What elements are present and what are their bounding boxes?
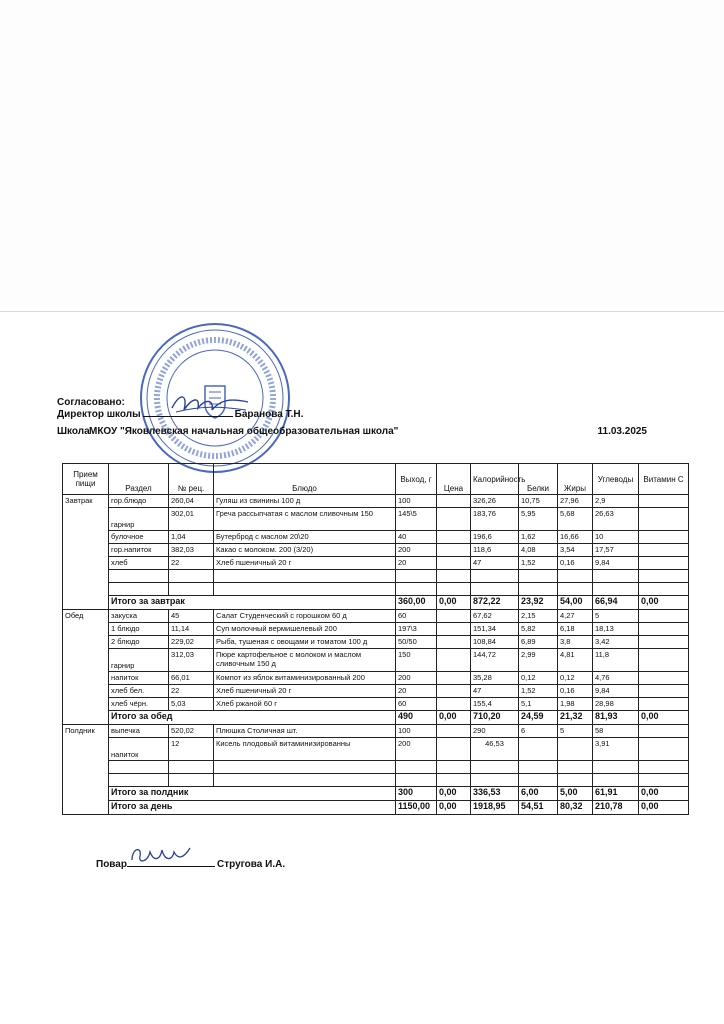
approval-heading: Согласовано: xyxy=(57,397,125,408)
dish-cell: Рыба, тушеная с овощами и томатом 100 д xyxy=(214,636,396,649)
carbs-cell: 5 xyxy=(593,610,639,623)
dish-cell: Какао с молоком. 200 (3/20) xyxy=(214,544,396,557)
yield-cell: 100 xyxy=(396,495,437,508)
fat-cell: 27,96 xyxy=(558,495,593,508)
section-cell: выпечка xyxy=(109,725,169,738)
price-cell xyxy=(437,698,471,711)
fat-cell: 0,16 xyxy=(558,557,593,570)
table-row xyxy=(63,508,689,531)
cook-name: Стругова И.А. xyxy=(216,859,286,870)
director-signature xyxy=(170,390,250,416)
vitc-cell xyxy=(639,725,689,738)
section-cell: 2 блюдо xyxy=(109,636,169,649)
yield-cell: 200 xyxy=(396,738,437,761)
price-cell xyxy=(437,725,471,738)
section-cell: гор.блюдо xyxy=(109,495,169,508)
carbs-cell: 3,42 xyxy=(593,636,639,649)
breakfast-total-row xyxy=(63,596,689,610)
lunch-total-row xyxy=(63,711,689,725)
table-header-row xyxy=(63,464,689,495)
signature-line xyxy=(143,416,233,417)
kcal-cell: 46,53 xyxy=(471,738,519,761)
total-fat: 54,00 xyxy=(558,596,593,610)
vitc-cell xyxy=(639,623,689,636)
director-name: Баранова Т.Н. xyxy=(234,409,304,420)
table-row xyxy=(63,698,689,711)
section-cell: булочное xyxy=(109,531,169,544)
section-cell: 1 блюдо xyxy=(109,623,169,636)
total-protein: 23,92 xyxy=(519,596,558,610)
total-protein: 54,51 xyxy=(519,801,558,815)
yield-cell: 50/50 xyxy=(396,636,437,649)
recipe-cell: 11,14 xyxy=(169,623,214,636)
director-title: Директор школы xyxy=(57,409,141,420)
kcal-cell: 35,28 xyxy=(471,672,519,685)
price-cell xyxy=(437,495,471,508)
table-row xyxy=(63,725,689,738)
protein-cell: 0,12 xyxy=(519,672,558,685)
dish-cell: Плюшка Столичная шт. xyxy=(214,725,396,738)
carbs-cell: 18,13 xyxy=(593,623,639,636)
empty-row xyxy=(63,583,689,596)
price-cell xyxy=(437,738,471,761)
section-cell: хлеб xyxy=(109,557,169,570)
col-header: Калорийность xyxy=(471,464,519,495)
school-name: МКОУ "Яковлевская начальная общеобразовательная школа" xyxy=(89,426,399,437)
kcal-cell: 151,34 xyxy=(471,623,519,636)
protein-cell: 10,75 xyxy=(519,495,558,508)
table-row xyxy=(63,685,689,698)
carbs-cell: 2,9 xyxy=(593,495,639,508)
total-label: Итого за полдник xyxy=(109,787,396,801)
protein-cell: 6,89 xyxy=(519,636,558,649)
total-label: Итого за день xyxy=(109,801,396,815)
meal-cell: Полдник xyxy=(63,725,109,815)
col-header: Блюдо xyxy=(214,464,396,495)
protein-cell: 4,08 xyxy=(519,544,558,557)
protein-cell: 1,62 xyxy=(519,531,558,544)
carbs-cell: 26,63 xyxy=(593,508,639,531)
yield-cell: 20 xyxy=(396,685,437,698)
price-cell xyxy=(437,672,471,685)
price-cell xyxy=(437,685,471,698)
col-header: Белки xyxy=(519,464,558,495)
recipe-cell: 45 xyxy=(169,610,214,623)
kcal-cell: 144,72 xyxy=(471,649,519,672)
carbs-cell: 11,8 xyxy=(593,649,639,672)
total-carbs: 81,93 xyxy=(593,711,639,725)
protein-cell: 2,15 xyxy=(519,610,558,623)
price-cell xyxy=(437,636,471,649)
carbs-cell: 58 xyxy=(593,725,639,738)
dish-cell: Кисель плодовый витаминизированны xyxy=(214,738,396,761)
vitc-cell xyxy=(639,636,689,649)
fat-cell: 4,81 xyxy=(558,649,593,672)
price-cell xyxy=(437,623,471,636)
recipe-cell: 229,02 xyxy=(169,636,214,649)
total-protein: 6,00 xyxy=(519,787,558,801)
fat-cell: 6,18 xyxy=(558,623,593,636)
recipe-cell: 382,03 xyxy=(169,544,214,557)
total-yield: 300 xyxy=(396,787,437,801)
empty-row xyxy=(63,570,689,583)
protein-cell: 1,52 xyxy=(519,557,558,570)
empty-row xyxy=(63,774,689,787)
table-row xyxy=(63,531,689,544)
section-cell: гарнир xyxy=(109,649,169,672)
fat-cell: 3,54 xyxy=(558,544,593,557)
total-carbs: 66,94 xyxy=(593,596,639,610)
total-yield: 1150,00 xyxy=(396,801,437,815)
total-vitc: 0,00 xyxy=(639,596,689,610)
recipe-cell: 66,01 xyxy=(169,672,214,685)
day-total-row xyxy=(63,801,689,815)
recipe-cell: 5,03 xyxy=(169,698,214,711)
carbs-cell: 4,76 xyxy=(593,672,639,685)
kcal-cell: 196,6 xyxy=(471,531,519,544)
kcal-cell: 67,62 xyxy=(471,610,519,623)
carbs-cell: 9,84 xyxy=(593,685,639,698)
vitc-cell xyxy=(639,610,689,623)
fat-cell: 3,8 xyxy=(558,636,593,649)
table-row xyxy=(63,672,689,685)
school-label: Школа xyxy=(57,426,90,437)
yield-cell: 200 xyxy=(396,544,437,557)
protein-cell: 2,99 xyxy=(519,649,558,672)
dish-cell: Греча рассыпчатая с маслом сливочным 150 xyxy=(214,508,396,531)
section-cell: гор.напиток xyxy=(109,544,169,557)
kcal-cell: 108,84 xyxy=(471,636,519,649)
dish-cell: Пюре картофельное с молоком и маслом сливочным 150 д xyxy=(214,649,396,672)
vitc-cell xyxy=(639,685,689,698)
total-kcal: 1918,95 xyxy=(471,801,519,815)
price-cell xyxy=(437,649,471,672)
price-cell xyxy=(437,508,471,531)
section-cell: напиток xyxy=(109,672,169,685)
menu-table xyxy=(62,463,689,815)
yield-cell: 200 xyxy=(396,672,437,685)
cook-label: Повар xyxy=(96,859,127,870)
yield-cell: 60 xyxy=(396,610,437,623)
total-vitc: 0,00 xyxy=(639,787,689,801)
vitc-cell xyxy=(639,649,689,672)
total-protein: 24,59 xyxy=(519,711,558,725)
vitc-cell xyxy=(639,508,689,531)
total-fat: 5,00 xyxy=(558,787,593,801)
vitc-cell xyxy=(639,495,689,508)
section-cell: хлеб бел. xyxy=(109,685,169,698)
recipe-cell: 22 xyxy=(169,685,214,698)
dish-cell: Бутерброд с маслом 20\20 xyxy=(214,531,396,544)
total-fat: 21,32 xyxy=(558,711,593,725)
section-cell: гарнир xyxy=(109,508,169,531)
dish-cell: Салат Студенческий с горошком 60 д xyxy=(214,610,396,623)
dish-cell: Хлеб пшеничный 20 г xyxy=(214,685,396,698)
total-kcal: 336,53 xyxy=(471,787,519,801)
protein-cell: 5,1 xyxy=(519,698,558,711)
menu-date: 11.03.2025 xyxy=(597,426,647,437)
price-cell xyxy=(437,610,471,623)
fat-cell: 4,27 xyxy=(558,610,593,623)
col-header: Углеводы xyxy=(593,464,639,495)
protein-cell: 6 xyxy=(519,725,558,738)
protein-cell: 1,52 xyxy=(519,685,558,698)
col-header: Жиры xyxy=(558,464,593,495)
kcal-cell: 47 xyxy=(471,685,519,698)
table-row xyxy=(63,636,689,649)
yield-cell: 60 xyxy=(396,698,437,711)
table-row xyxy=(63,738,689,761)
col-header: № рец. xyxy=(169,464,214,495)
recipe-cell: 22 xyxy=(169,557,214,570)
vitc-cell xyxy=(639,738,689,761)
carbs-cell: 28,98 xyxy=(593,698,639,711)
price-cell xyxy=(437,531,471,544)
price-cell xyxy=(437,544,471,557)
meal-cell: Обед xyxy=(63,610,109,725)
recipe-cell: 520,02 xyxy=(169,725,214,738)
col-header: Витамин С xyxy=(639,464,689,495)
total-yield: 490 xyxy=(396,711,437,725)
total-kcal: 872,22 xyxy=(471,596,519,610)
carbs-cell: 17,57 xyxy=(593,544,639,557)
total-carbs: 61,91 xyxy=(593,787,639,801)
col-header: Раздел xyxy=(109,464,169,495)
recipe-cell: 12 xyxy=(169,738,214,761)
recipe-cell: 260,04 xyxy=(169,495,214,508)
empty-row xyxy=(63,761,689,774)
vitc-cell xyxy=(639,698,689,711)
yield-cell: 100 xyxy=(396,725,437,738)
recipe-cell: 302,01 xyxy=(169,508,214,531)
col-header: Прием пищи xyxy=(63,464,109,495)
fat-cell: 5,68 xyxy=(558,508,593,531)
carbs-cell: 9,84 xyxy=(593,557,639,570)
section-cell: закуска xyxy=(109,610,169,623)
yield-cell: 40 xyxy=(396,531,437,544)
section-cell: хлеб чёрн. xyxy=(109,698,169,711)
total-price: 0,00 xyxy=(437,711,471,725)
dish-cell: Суп молочный вермишелевый 200 xyxy=(214,623,396,636)
total-label: Итого за завтрак xyxy=(109,596,396,610)
total-price: 0,00 xyxy=(437,596,471,610)
section-cell: напиток xyxy=(109,738,169,761)
total-yield: 360,00 xyxy=(396,596,437,610)
dish-cell: Хлеб ржаной 60 г xyxy=(214,698,396,711)
fat-cell: 0,12 xyxy=(558,672,593,685)
recipe-cell: 312,03 xyxy=(169,649,214,672)
col-header: Выход, г xyxy=(396,464,437,495)
total-carbs: 210,78 xyxy=(593,801,639,815)
vitc-cell xyxy=(639,557,689,570)
kcal-cell: 118,6 xyxy=(471,544,519,557)
fat-cell: 1,98 xyxy=(558,698,593,711)
vitc-cell xyxy=(639,672,689,685)
cook-signature xyxy=(128,842,192,868)
dish-cell: Гуляш из свинины 100 д xyxy=(214,495,396,508)
protein-cell: 5,95 xyxy=(519,508,558,531)
snack-total-row xyxy=(63,787,689,801)
protein-cell xyxy=(519,738,558,761)
kcal-cell: 47 xyxy=(471,557,519,570)
total-price: 0,00 xyxy=(437,787,471,801)
dish-cell: Компот из яблок витаминизированный 200 xyxy=(214,672,396,685)
protein-cell: 5,82 xyxy=(519,623,558,636)
meal-cell: Завтрак xyxy=(63,495,109,610)
total-vitc: 0,00 xyxy=(639,711,689,725)
carbs-cell: 3,91 xyxy=(593,738,639,761)
blank-page-top xyxy=(0,0,724,312)
yield-cell: 20 xyxy=(396,557,437,570)
kcal-cell: 155,4 xyxy=(471,698,519,711)
recipe-cell: 1,04 xyxy=(169,531,214,544)
fat-cell: 5 xyxy=(558,725,593,738)
yield-cell: 145\5 xyxy=(396,508,437,531)
fat-cell: 16,66 xyxy=(558,531,593,544)
table-row xyxy=(63,557,689,570)
kcal-cell: 326,26 xyxy=(471,495,519,508)
vitc-cell xyxy=(639,544,689,557)
yield-cell: 150 xyxy=(396,649,437,672)
total-price: 0,00 xyxy=(437,801,471,815)
kcal-cell: 183,76 xyxy=(471,508,519,531)
fat-cell xyxy=(558,738,593,761)
vitc-cell xyxy=(639,531,689,544)
price-cell xyxy=(437,557,471,570)
col-header: Цена xyxy=(437,464,471,495)
table-row xyxy=(63,649,689,672)
total-kcal: 710,20 xyxy=(471,711,519,725)
total-label: Итого за обед xyxy=(109,711,396,725)
carbs-cell: 10 xyxy=(593,531,639,544)
total-vitc: 0,00 xyxy=(639,801,689,815)
table-row xyxy=(63,623,689,636)
kcal-cell: 290 xyxy=(471,725,519,738)
dish-cell: Хлеб пшеничный 20 г xyxy=(214,557,396,570)
fat-cell: 0,16 xyxy=(558,685,593,698)
total-fat: 80,32 xyxy=(558,801,593,815)
table-row xyxy=(63,544,689,557)
table-row xyxy=(63,495,689,508)
table-row xyxy=(63,610,689,623)
yield-cell: 197\3 xyxy=(396,623,437,636)
